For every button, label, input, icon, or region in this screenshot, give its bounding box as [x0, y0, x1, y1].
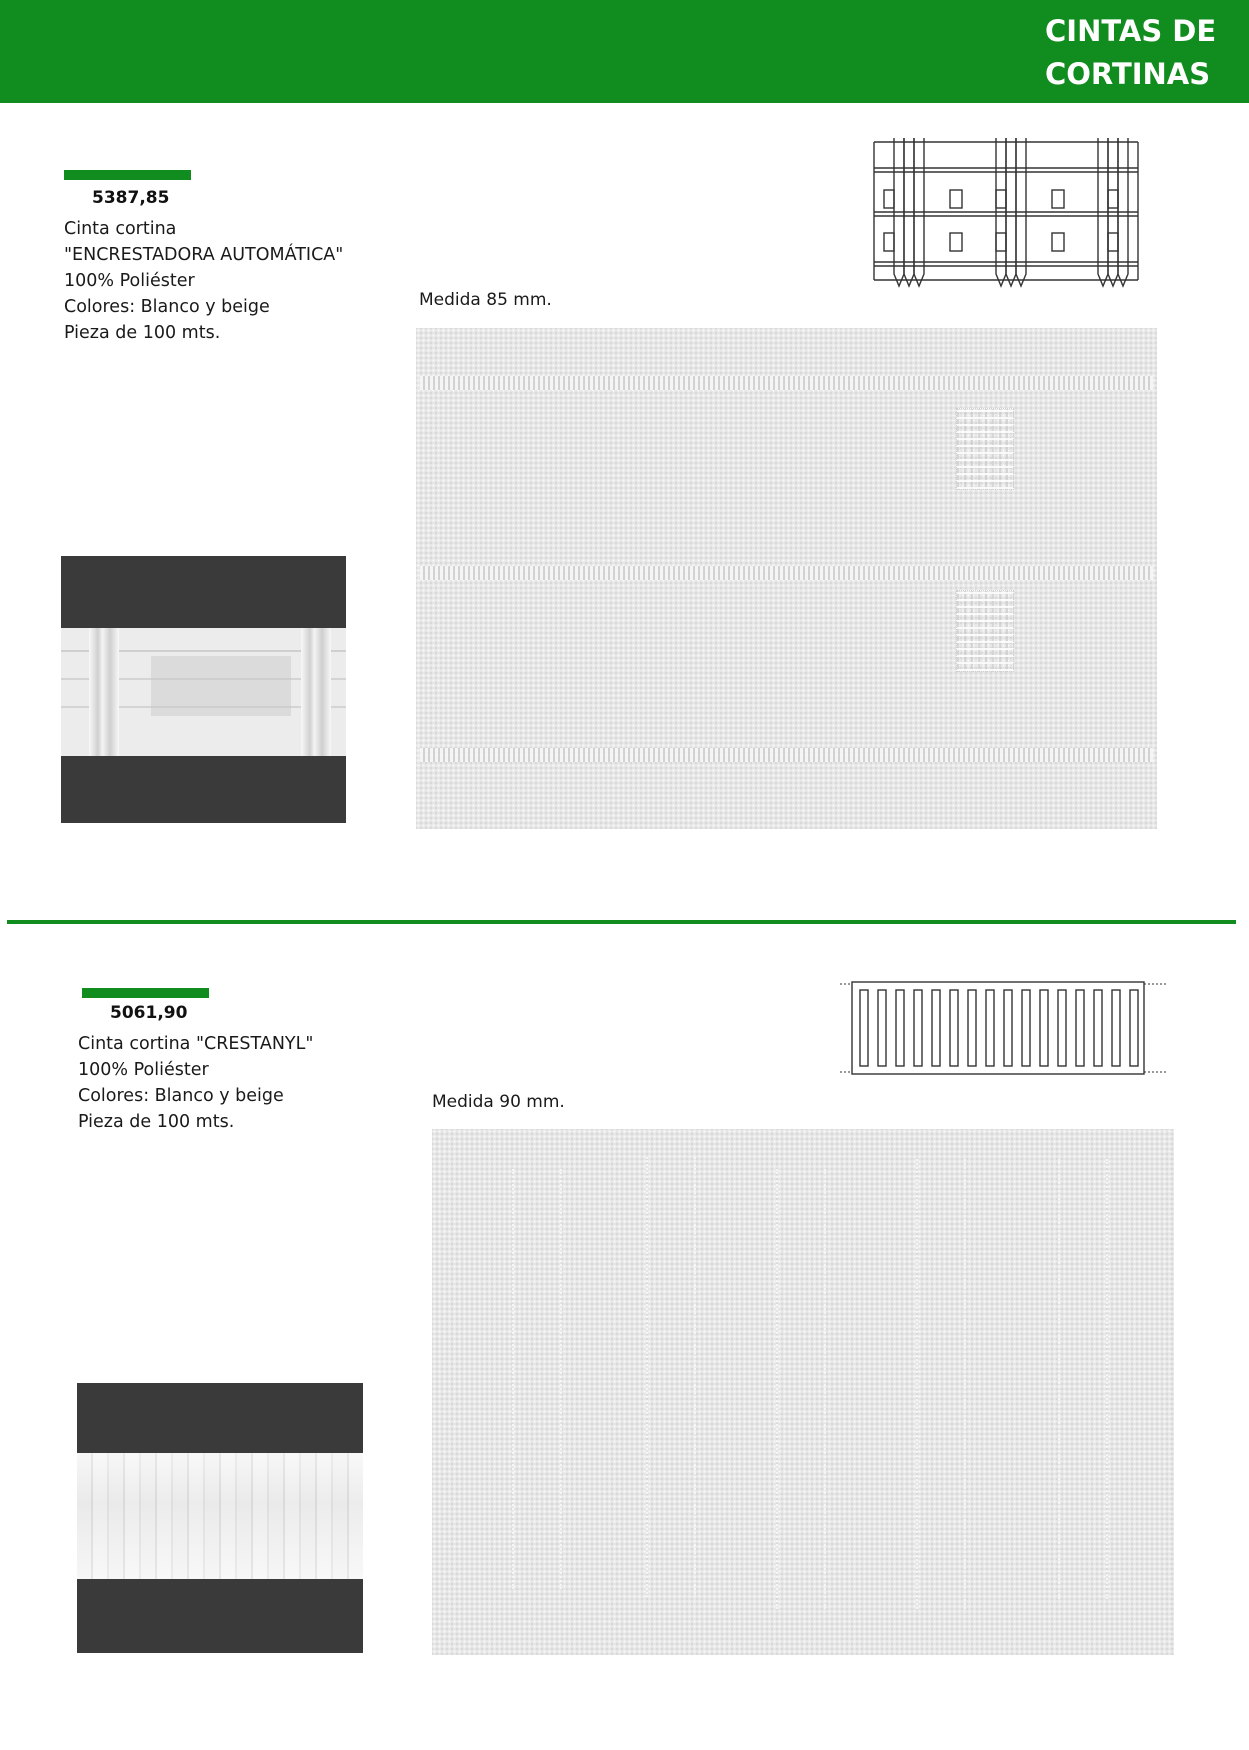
- product-2-swatch-stripe: [776, 1169, 826, 1609]
- product-2-code: 5061,90: [110, 1003, 188, 1023]
- product-2-pleat-photo: [77, 1383, 363, 1653]
- product-1-swatch-stitch-row: [420, 566, 1153, 580]
- product-2-line: Colores: Blanco y beige: [78, 1086, 284, 1106]
- product-1-photo-pleat: [301, 628, 331, 756]
- product-1-measure: Medida 85 mm.: [419, 290, 552, 310]
- product-2-line: 100% Poliéster: [78, 1060, 209, 1080]
- product-2-description: [78, 1031, 313, 1135]
- product-2-swatch-stripe: [1058, 1159, 1108, 1599]
- product-2-line: Pieza de 100 mts.: [78, 1112, 235, 1132]
- product-1-description: [64, 216, 343, 346]
- product-1-line: Cinta cortina: [64, 219, 177, 239]
- product-2-swatch-stripe: [646, 1157, 696, 1597]
- product-2-line: Cinta cortina "CRESTANYL": [78, 1034, 314, 1054]
- page-title-line-2: CORTINAS: [1045, 57, 1211, 91]
- product-1-photo-pleat: [89, 628, 119, 756]
- product-1-code-bar: [64, 170, 191, 180]
- product-1-line: "ENCRESTADORA AUTOMÁTICA": [64, 245, 344, 265]
- product-1-swatch-pocket: [956, 408, 1014, 490]
- product-2-photo-shading: [77, 1453, 363, 1579]
- product-2-fabric-swatch: [432, 1129, 1174, 1655]
- product-1-line: 100% Poliéster: [64, 271, 195, 291]
- product-1-photo-shadow: [151, 656, 291, 716]
- product-1-line: Colores: Blanco y beige: [64, 297, 270, 317]
- product-1-pleat-photo: [61, 556, 346, 823]
- product-2-measure: Medida 90 mm.: [432, 1092, 565, 1112]
- product-2-code-bar: [82, 988, 209, 998]
- product-1-swatch-stitch-row: [420, 376, 1153, 390]
- section-divider: [7, 920, 1236, 924]
- product-2-swatch-stripe: [916, 1159, 966, 1609]
- product-2-swatch-stripe: [512, 1169, 562, 1589]
- product-1-line: Pieza de 100 mts.: [64, 323, 221, 343]
- product-1-swatch-stitch-row: [420, 748, 1153, 762]
- product-1-code: 5387,85: [92, 188, 170, 208]
- page-title-line-1: CINTAS DE: [1045, 14, 1217, 48]
- product-1-fabric-swatch: [416, 328, 1157, 829]
- page-title: [1045, 10, 1225, 96]
- product-2-tape-diagram: [840, 980, 1170, 1078]
- product-1-swatch-pocket: [956, 590, 1014, 672]
- product-1-tape-diagram: [872, 134, 1140, 292]
